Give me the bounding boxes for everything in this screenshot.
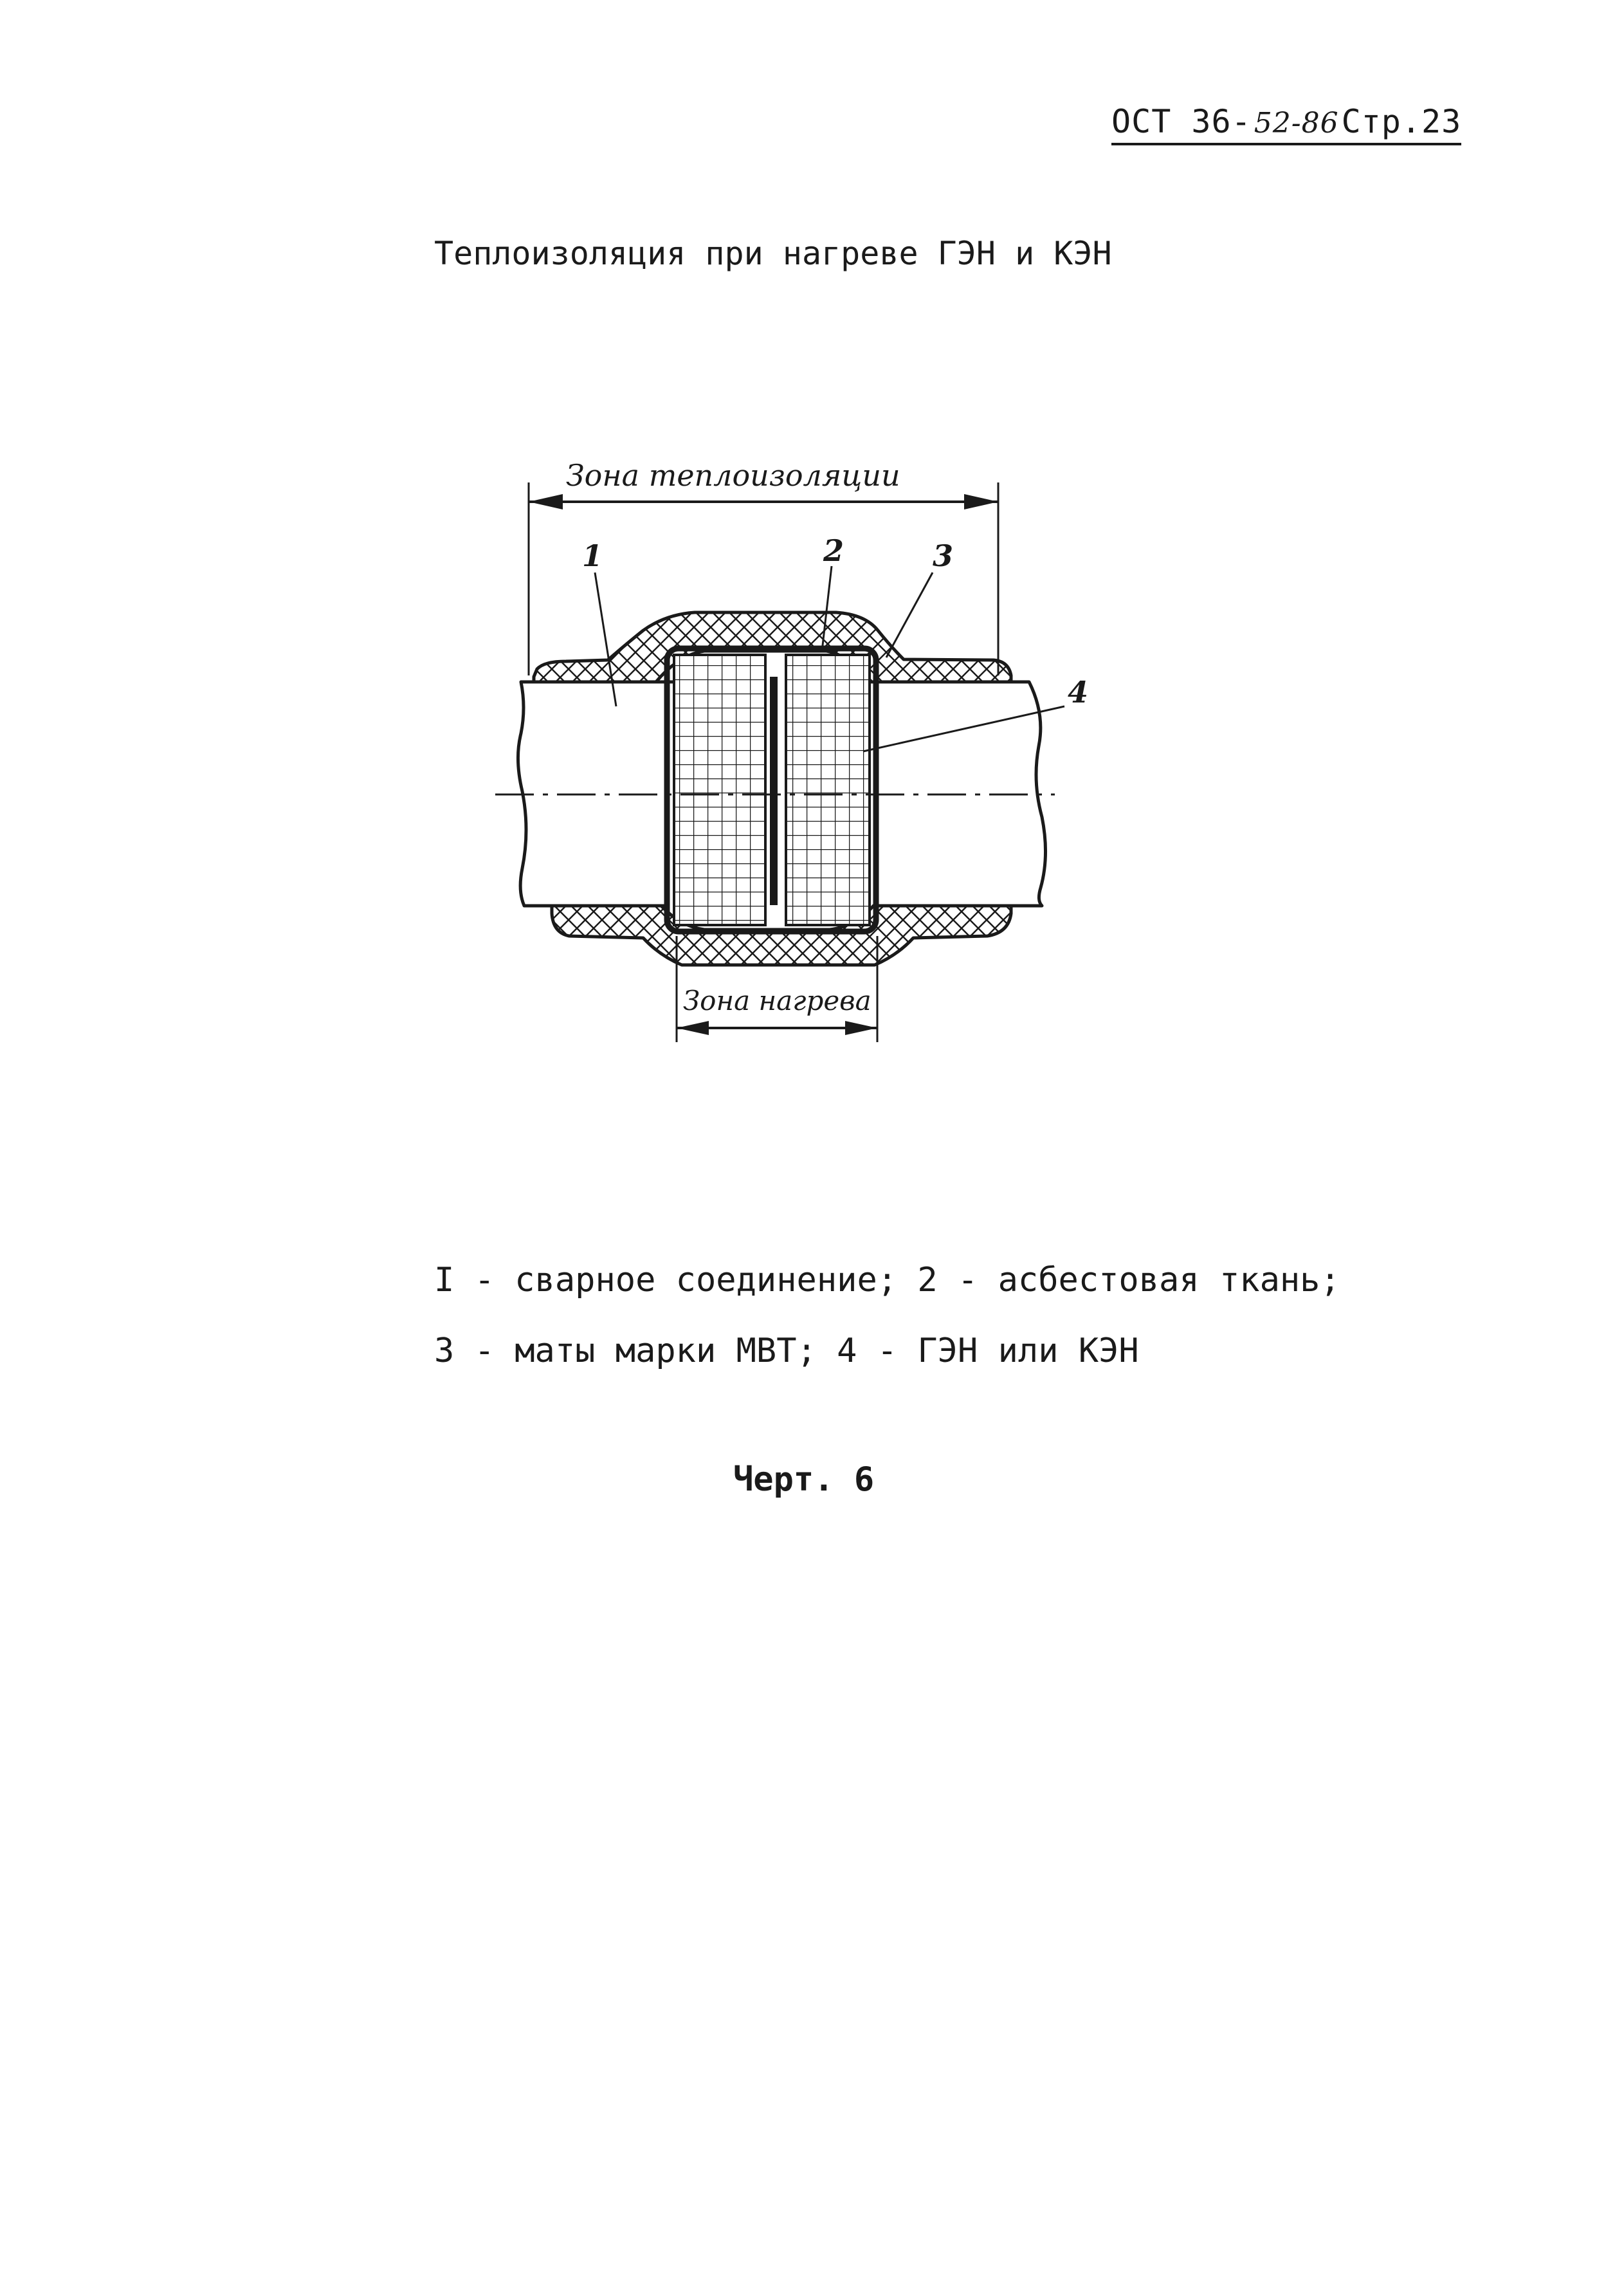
weld-seam (770, 677, 778, 905)
callout-3-leader (886, 573, 933, 657)
left-heater-block (674, 655, 765, 925)
legend-line-1: I - сварное соединение; 2 - асбестовая ткань; (434, 1261, 1340, 1299)
callout-2-number: 2 (823, 533, 844, 568)
legend-line-2: 3 - маты марки МВТ; 4 - ГЭН или КЭН (434, 1332, 1139, 1370)
document-title: Теплоизоляция при нагреве ГЭН и КЭН (434, 235, 1112, 272)
heating-zone-label: Зона нагрева (683, 985, 871, 1016)
lower-insulation-mat (552, 906, 1011, 965)
insulation-zone-arrow-left (529, 494, 563, 509)
heating-zone-arrow-right (845, 1021, 877, 1035)
callout-1-number: 1 (582, 538, 603, 573)
right-heater-block (786, 655, 870, 925)
header-handwritten-number: 52-86 (1254, 107, 1339, 140)
heating-zone-arrow-left (677, 1021, 709, 1035)
header-prefix: ОСТ 36- (1111, 103, 1252, 140)
header-page-number: Стр.23 (1341, 103, 1462, 140)
callout-3-number: 3 (933, 538, 954, 573)
insulation-zone-arrow-right (964, 494, 998, 509)
figure-caption: Черт. 6 (733, 1460, 875, 1499)
insulation-zone-label: Зона теплоизоляции (566, 458, 900, 493)
callout-4-number: 4 (1068, 675, 1089, 710)
callout-1-leader (595, 573, 616, 706)
callout-4-leader (863, 706, 1064, 751)
